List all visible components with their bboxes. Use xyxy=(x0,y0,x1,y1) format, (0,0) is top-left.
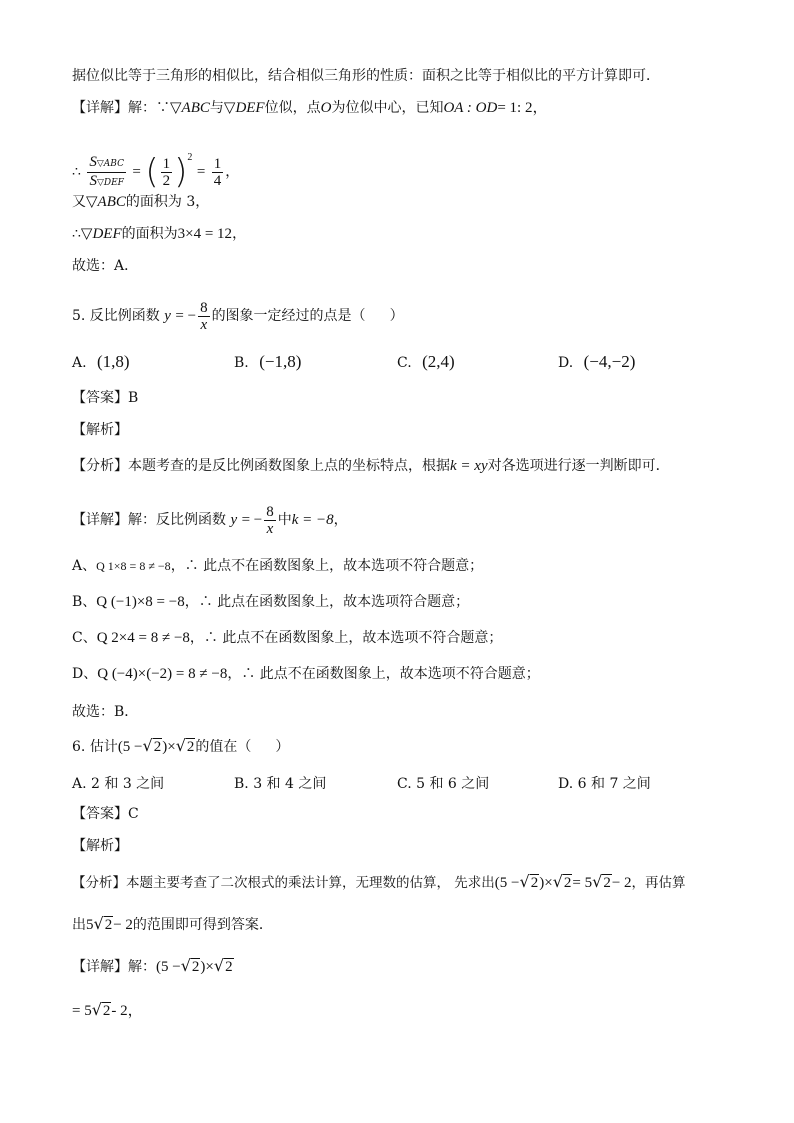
option-a: A. (1,8) xyxy=(72,352,130,371)
option-b: B. 3 和 4 之间 xyxy=(234,776,327,792)
math-text: = 1: 2， xyxy=(497,100,548,116)
triangle-symbol: ▽ xyxy=(170,100,182,116)
sqrt: √2 xyxy=(175,736,195,755)
math-var: DEF xyxy=(235,100,265,116)
math-text: = − xyxy=(241,512,263,528)
option-value: (2,4) xyxy=(422,352,455,371)
option-value: 6 和 7 之间 xyxy=(577,776,651,792)
math-expr: Q (−1)×8 = −8 xyxy=(96,594,185,610)
math-var: ABC xyxy=(97,194,126,210)
sqrt: √2 xyxy=(93,914,113,933)
area-fraction xyxy=(87,154,126,191)
math-var: ABC xyxy=(181,100,210,116)
therefore-symbol: ∴ xyxy=(72,164,81,180)
detail-tag: 【详解】 xyxy=(72,100,128,116)
math-expr: Q 2×4 = 8 ≠ −8 xyxy=(96,630,190,646)
check-line: C、Q 2×4 = 8 ≠ −8，∴ 此点不在函数图象上，故本选项不符合题意； xyxy=(72,630,503,646)
option-value: (−4,−2) xyxy=(583,352,636,371)
math-var: y xyxy=(230,512,238,528)
math-expr: 5 xyxy=(86,917,94,933)
question-text: ） xyxy=(389,308,404,324)
text: 的范围即可得到答案． xyxy=(132,917,273,933)
text: 出 xyxy=(72,917,86,933)
exponent: 2 xyxy=(187,152,193,163)
math-expr: (5 − xyxy=(156,959,181,975)
math-expr: Q (−4)×(−2) = 8 ≠ −8 xyxy=(97,666,228,682)
detail-line xyxy=(72,956,234,977)
question-text: 5. 反比例函数 xyxy=(72,308,160,324)
option-c: C. 5 和 6 之间 xyxy=(397,776,490,792)
left-paren: ( xyxy=(145,152,159,192)
detail-line xyxy=(72,500,348,540)
text: 与 xyxy=(209,100,224,116)
triangle-symbol: ▽ xyxy=(86,194,98,210)
step-line xyxy=(72,1000,143,1021)
fenxi-tag: 【分析】 xyxy=(72,875,126,891)
fraction xyxy=(198,300,210,333)
math-expr: 3×4 = 12 xyxy=(177,226,233,242)
option-value: 3 和 4 之间 xyxy=(253,776,327,792)
answer-line xyxy=(72,388,138,408)
sqrt: √2 xyxy=(91,1000,111,1019)
question-text: 的值在（ xyxy=(195,739,252,755)
fenxi-tag: 【分析】 xyxy=(72,458,128,474)
check-line: D、Q (−4)×(−2) = 8 ≠ −8，∴ 此点不在函数图象上，故本选项不符合题意； xyxy=(72,666,540,682)
text: 的面积为 3， xyxy=(125,194,210,210)
question-text: 的图象一定经过的点是（ xyxy=(211,308,366,324)
denominator: 2 xyxy=(162,172,171,189)
question-5-stem xyxy=(72,296,404,336)
analysis-line xyxy=(72,836,128,856)
answer-tag: 【答案】 xyxy=(72,390,128,406)
question-6-stem xyxy=(72,736,289,757)
detail-tag: 【详解】 xyxy=(72,512,128,528)
equals: = xyxy=(196,164,206,180)
triangle-symbol: ▽ xyxy=(223,100,236,116)
question-text: ） xyxy=(275,739,290,755)
half-fraction xyxy=(161,156,173,189)
text: 解： xyxy=(128,959,156,975)
text: 的面积为 xyxy=(121,226,178,242)
text: ， xyxy=(333,512,348,528)
math-expr: k = xy xyxy=(450,458,488,474)
math-expr: k = −8 xyxy=(291,512,334,528)
fenxi-line xyxy=(72,872,686,893)
question-text: 6. 估计 xyxy=(72,739,118,755)
math-var: DEF xyxy=(92,226,122,242)
math-expr: Q 1×8 = 8 ≠ −8 xyxy=(96,559,171,573)
option-b: B. (−1,8) xyxy=(234,352,302,371)
check-line: A、Q 1×8 = 8 ≠ −8，∴ 此点不在函数图象上，故本选项不符合题意； xyxy=(72,558,484,574)
fenxi-line xyxy=(72,456,670,476)
analysis-tag: 【解析】 xyxy=(72,838,128,854)
math-expr: = 5 xyxy=(572,875,593,891)
conclusion-line xyxy=(72,256,138,276)
sqrt: √2 xyxy=(142,736,162,755)
answer-line xyxy=(72,804,139,824)
math-var: O xyxy=(320,100,332,116)
option-a: A. 2 和 3 之间 xyxy=(72,776,165,792)
numerator: 8 xyxy=(200,299,208,316)
answer-tag: 【答案】 xyxy=(72,806,128,822)
text: ， xyxy=(225,164,240,180)
conclusion: 故选：B． xyxy=(72,704,139,720)
text: 为位似中心，已知 xyxy=(331,100,444,116)
sqrt: √2 xyxy=(180,956,200,975)
denominator: x xyxy=(200,316,208,333)
formula-line xyxy=(72,138,240,192)
math-expr: - 2， xyxy=(111,1003,143,1019)
option-value: 2 和 3 之间 xyxy=(91,776,165,792)
equals: = xyxy=(132,164,141,180)
option-value: (1,8) xyxy=(97,352,130,371)
text: 解：∵ xyxy=(128,100,170,116)
detail-tag: 【详解】 xyxy=(72,959,128,975)
text: 中 xyxy=(277,512,292,528)
sqrt: √2 xyxy=(519,872,539,891)
text: 解：反比例函数 xyxy=(128,512,226,528)
math-expr: (5 − xyxy=(494,875,520,891)
analysis-line xyxy=(72,420,128,440)
option-d: D. 6 和 7 之间 xyxy=(558,776,651,792)
check-line: B、Q (−1)×8 = −8，∴ 此点在函数图象上，故本选项符合题意； xyxy=(72,594,470,610)
answer-value: B xyxy=(128,390,139,406)
fenxi-line-2 xyxy=(72,914,273,935)
text: 又 xyxy=(72,194,86,210)
text: ， xyxy=(232,226,247,242)
area-symbol: S xyxy=(89,172,97,189)
text-line xyxy=(72,224,246,244)
option-c: C. (2,4) xyxy=(397,352,455,371)
math-var: y xyxy=(164,308,171,324)
math-expr: )× xyxy=(162,739,176,755)
denominator: x xyxy=(266,520,274,537)
triangle-symbol: ▽ xyxy=(80,226,93,242)
text-line xyxy=(72,66,660,86)
sqrt: √2 xyxy=(592,872,611,891)
text-line xyxy=(72,192,209,212)
conclusion-line xyxy=(72,702,138,722)
option-value: (−1,8) xyxy=(259,352,302,371)
area-symbol: S xyxy=(89,153,97,170)
sqrt: √2 xyxy=(213,956,233,975)
math-ratio: OA : OD xyxy=(443,100,498,116)
quarter-fraction xyxy=(212,156,224,189)
math-expr: )× xyxy=(200,959,214,975)
subscript: ▽ABC xyxy=(96,158,124,169)
answer-value: C xyxy=(128,806,139,822)
option-value: 5 和 6 之间 xyxy=(416,776,490,792)
conclusion: 故选：A． xyxy=(72,258,139,274)
math-expr: (5 − xyxy=(117,739,143,755)
analysis-tag: 【解析】 xyxy=(72,422,128,438)
math-expr: − 2 xyxy=(113,917,133,933)
fraction xyxy=(264,504,276,537)
text: 位似，点 xyxy=(264,100,321,116)
right-paren: ) xyxy=(174,152,188,192)
text: 对各选项进行逐一判断即可． xyxy=(487,458,670,474)
text: ，再估算 xyxy=(631,875,686,891)
numerator: 1 xyxy=(213,155,222,172)
math-expr: − 2 xyxy=(611,875,632,891)
subscript: ▽DEF xyxy=(96,177,124,188)
numerator: 1 xyxy=(162,155,171,172)
text: 本题考查的是反比例函数图象上点的坐标特点，根据 xyxy=(128,458,450,474)
detail-line xyxy=(72,98,547,118)
math-text: = − xyxy=(175,308,197,324)
denominator: 4 xyxy=(213,172,222,189)
math-expr: = 5 xyxy=(72,1003,92,1019)
numerator: 8 xyxy=(266,503,274,520)
therefore-symbol: ∴ xyxy=(72,226,81,242)
math-expr: )× xyxy=(539,875,553,891)
option-d: D. (−4,−2) xyxy=(558,352,636,371)
paragraph-text: 据位似比等于三角形的相似比，结合相似三角形的性质：面积之比等于相似比的平方计算即可． xyxy=(72,68,660,84)
text: 本题主要考查了二次根式的乘法计算，无理数的估算， 先求出 xyxy=(126,875,495,891)
sqrt: √2 xyxy=(552,872,572,891)
